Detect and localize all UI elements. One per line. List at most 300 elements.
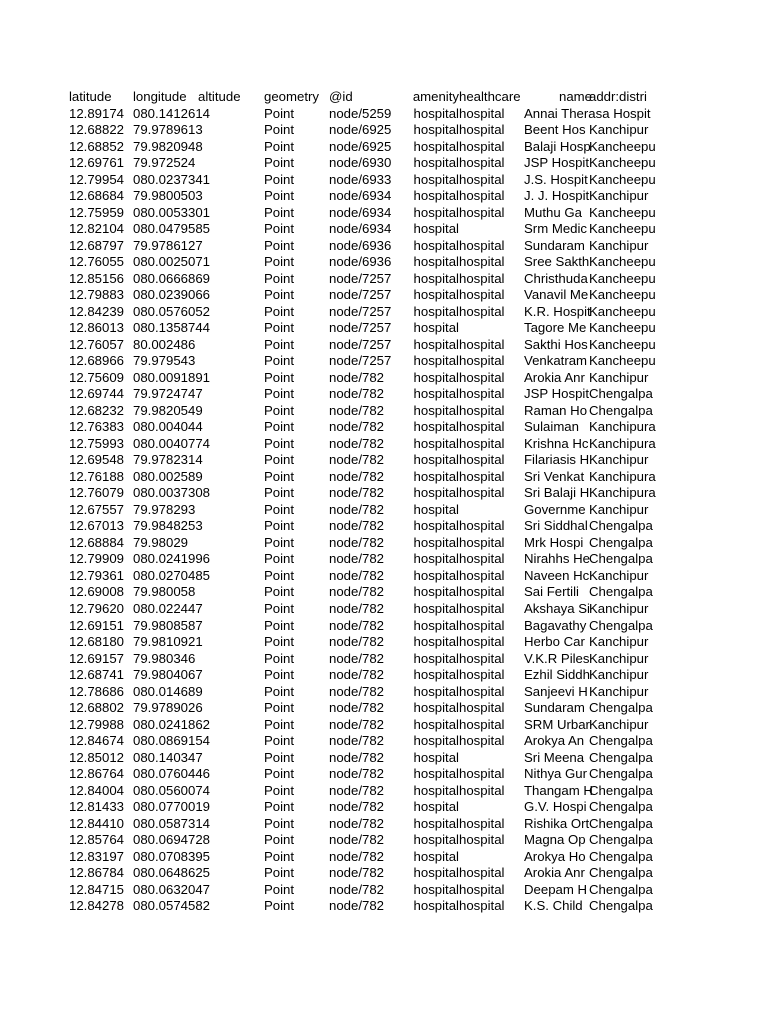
cell-longitude: 080.0239066	[133, 287, 211, 303]
cell-amenity: hospital	[413, 634, 459, 650]
cell-geometry: Point	[264, 122, 295, 138]
cell-healthcare: hospital	[459, 270, 505, 286]
cell-district: Kancheepu	[589, 270, 656, 286]
cell-name: Akshaya Si	[524, 600, 590, 616]
cell-latitude: 12.86013	[69, 320, 125, 336]
cell-latitude: 12.69548	[69, 452, 125, 468]
cell-id: node/5259	[329, 105, 392, 121]
cell-geometry: Point	[264, 221, 295, 237]
table-row	[69, 634, 655, 651]
table-row	[69, 865, 655, 882]
cell-geometry: Point	[264, 617, 295, 633]
cell-latitude: 12.75959	[69, 204, 125, 220]
cell-geometry: Point	[264, 138, 295, 154]
cell-geometry: Point	[264, 287, 295, 303]
cell-healthcare: hospital	[459, 138, 505, 154]
cell-healthcare	[459, 799, 524, 816]
cell-id: node/782	[329, 716, 385, 732]
cell-id: node/782	[329, 782, 385, 798]
cell-latitude: 12.76057	[69, 336, 125, 352]
cell-amenity: hospital	[413, 617, 459, 633]
cell-district: Kancheepu	[589, 336, 656, 352]
cell-amenity: hospital	[413, 468, 459, 484]
table-row	[69, 750, 655, 767]
cell-id: node/782	[329, 865, 385, 881]
cell-district: Kancheepu	[589, 171, 656, 187]
cell-healthcare: hospital	[459, 667, 505, 683]
cell-amenity: hospital	[413, 485, 459, 501]
cell-id: node/782	[329, 551, 385, 567]
header-amenity: amenity	[412, 89, 459, 104]
table-row	[69, 139, 655, 156]
cell-district: Chengalpa	[589, 832, 653, 848]
table-row	[69, 320, 655, 337]
table-row	[69, 882, 655, 899]
cell-id: node/6933	[329, 171, 392, 187]
table-row	[69, 485, 655, 502]
cell-latitude: 12.79909	[69, 551, 125, 567]
cell-district: Kancheepu	[589, 353, 656, 369]
cell-latitude: 12.85156	[69, 270, 125, 286]
cell-healthcare: hospital	[459, 452, 505, 468]
cell-name: Bagavathy	[524, 617, 587, 633]
cell-latitude: 12.84278	[69, 898, 125, 914]
cell-name: Balaji Hosp	[524, 138, 591, 154]
cell-name: Tagore Me	[524, 320, 587, 336]
cell-name: Ezhil Siddh	[524, 667, 590, 683]
cell-name: Venkatram	[524, 353, 588, 369]
cell-longitude: 79.9789613	[133, 122, 203, 138]
cell-id: node/782	[329, 369, 385, 385]
cell-longitude: 080.0648625	[133, 865, 211, 881]
cell-geometry: Point	[264, 237, 295, 253]
cell-name: Sri Balaji H	[524, 485, 590, 501]
table-row	[69, 271, 655, 288]
cell-longitude: 79.9808587	[133, 617, 203, 633]
cell-longitude: 79.9789026	[133, 700, 203, 716]
cell-district: Kanchipur	[589, 188, 649, 204]
cell-healthcare: hospital	[459, 782, 505, 798]
cell-longitude: 080.0576052	[133, 303, 211, 319]
header-geometry: geometry	[264, 89, 319, 104]
cell-name: Sai Fertili	[524, 584, 579, 600]
cell-latitude: 12.79620	[69, 600, 125, 616]
cell-geometry: Point	[264, 782, 295, 798]
cell-id: node/7257	[329, 270, 392, 286]
cell-amenity: hospital	[413, 832, 459, 848]
cell-longitude: 80.002486	[133, 336, 196, 352]
cell-name: Muthu Ga	[524, 204, 582, 220]
table-row	[69, 238, 655, 255]
cell-latitude: 12.79883	[69, 287, 125, 303]
table-row	[69, 518, 655, 535]
cell-amenity: hospital	[413, 749, 459, 765]
cell-id: node/782	[329, 452, 385, 468]
cell-geometry: Point	[264, 848, 295, 864]
table-row	[69, 651, 655, 668]
cell-longitude: 79.978293	[133, 501, 196, 517]
cell-longitude: 080.0241862	[133, 716, 211, 732]
cell-amenity: hospital	[413, 270, 459, 286]
cell-latitude: 12.67013	[69, 518, 125, 534]
cell-name: K.R. Hospit	[524, 303, 591, 319]
cell-name: Arokya An	[524, 733, 585, 749]
cell-latitude: 12.68852	[69, 138, 125, 154]
table-row	[69, 568, 655, 585]
cell-geometry: Point	[264, 832, 295, 848]
table-row	[69, 816, 655, 833]
cell-name: J.S. Hospit	[524, 171, 588, 187]
cell-amenity: hospital	[413, 221, 459, 237]
cell-id: node/6934	[329, 204, 392, 220]
cell-district: Kancheepu	[589, 303, 656, 319]
cell-geometry: Point	[264, 468, 295, 484]
cell-name: Sundaram	[524, 237, 585, 253]
cell-geometry: Point	[264, 501, 295, 517]
cell-id: node/782	[329, 650, 385, 666]
header-healthcare: healthcare	[459, 89, 521, 104]
cell-district: Chengalpa	[589, 749, 653, 765]
cell-latitude: 12.84715	[69, 881, 125, 897]
cell-amenity: hospital	[413, 766, 459, 782]
cell-healthcare: hospital	[459, 402, 505, 418]
cell-district: Chengalpa	[589, 815, 653, 831]
cell-longitude: 080.0479585	[133, 221, 211, 237]
cell-district: Chengalpa	[589, 799, 653, 815]
cell-id: node/782	[329, 600, 385, 616]
cell-district: Kanchipur	[589, 501, 649, 517]
cell-latitude: 12.79954	[69, 171, 125, 187]
cell-longitude: 080.0091891	[133, 369, 211, 385]
table-row	[69, 766, 655, 783]
cell-amenity: hospital	[413, 551, 459, 567]
cell-geometry: Point	[264, 369, 295, 385]
cell-district: Kanchipura	[589, 468, 656, 484]
cell-district: Chengalpa	[589, 782, 653, 798]
cell-longitude: 080.004044	[133, 419, 203, 435]
cell-name: Deepam H	[524, 881, 588, 897]
cell-id: node/782	[329, 435, 385, 451]
cell-district: Chengalpa	[589, 551, 653, 567]
cell-id: node/6936	[329, 237, 392, 253]
cell-healthcare: hospital	[459, 716, 505, 732]
cell-id: node/782	[329, 898, 385, 914]
cell-district: Kanchipur	[589, 567, 649, 583]
cell-district: Kancheepu	[589, 287, 656, 303]
cell-healthcare	[459, 320, 524, 337]
cell-amenity: hospital	[413, 650, 459, 666]
cell-name: Rishika Ort	[524, 815, 590, 831]
table-row	[69, 403, 655, 420]
cell-latitude: 12.76079	[69, 485, 125, 501]
cell-healthcare: hospital	[459, 733, 505, 749]
cell-latitude: 12.75609	[69, 369, 125, 385]
table-row	[69, 370, 655, 387]
cell-healthcare: hospital	[459, 353, 505, 369]
cell-name: Christhuda	[524, 270, 588, 286]
cell-latitude: 12.68741	[69, 667, 125, 683]
cell-district: Kanchipur	[589, 122, 649, 138]
cell-longitude: 79.9820549	[133, 402, 203, 418]
cell-longitude: 79.9848253	[133, 518, 203, 534]
cell-geometry: Point	[264, 898, 295, 914]
cell-name: V.K.R Piles	[524, 650, 590, 666]
cell-geometry: Point	[264, 865, 295, 881]
cell-healthcare: hospital	[459, 815, 505, 831]
table-row	[69, 667, 655, 684]
table-row	[69, 155, 655, 172]
cell-longitude: 79.9820948	[133, 138, 203, 154]
cell-healthcare: hospital	[459, 600, 505, 616]
cell-id: node/782	[329, 468, 385, 484]
cell-name: JSP Hospit	[524, 386, 589, 402]
cell-healthcare: hospital	[459, 617, 505, 633]
table-row	[69, 353, 655, 370]
cell-geometry: Point	[264, 634, 295, 650]
cell-latitude: 12.81433	[69, 799, 125, 815]
cell-latitude: 12.85764	[69, 832, 125, 848]
cell-district: Kanchipur	[589, 369, 649, 385]
cell-amenity: hospital	[413, 254, 459, 270]
table-row	[69, 584, 655, 601]
cell-geometry: Point	[264, 683, 295, 699]
cell-longitude: 080.1358744	[133, 320, 211, 336]
cell-latitude: 12.76055	[69, 254, 125, 270]
cell-amenity: hospital	[413, 518, 459, 534]
cell-longitude: 080.140347	[133, 749, 203, 765]
cell-id: node/7257	[329, 353, 392, 369]
cell-longitude: 79.972524	[133, 155, 196, 171]
cell-district: Kancheepu	[589, 221, 656, 237]
table-row	[69, 452, 655, 469]
cell-id: node/782	[329, 815, 385, 831]
cell-name: Governme	[524, 501, 586, 517]
cell-latitude: 12.79988	[69, 716, 125, 732]
header-name: name	[559, 89, 592, 104]
cell-healthcare: hospital	[459, 534, 505, 550]
cell-district: Kancheepu	[589, 155, 656, 171]
cell-latitude: 12.69761	[69, 155, 125, 171]
cell-longitude: 080.0560074	[133, 782, 211, 798]
cell-healthcare: hospital	[459, 468, 505, 484]
cell-geometry: Point	[264, 815, 295, 831]
cell-name: Sri Venkat	[524, 468, 585, 484]
cell-amenity: hospital	[413, 435, 459, 451]
cell-amenity: hospital	[413, 700, 459, 716]
cell-healthcare: hospital	[459, 122, 505, 138]
cell-id: node/782	[329, 617, 385, 633]
cell-amenity: hospital	[413, 369, 459, 385]
cell-name: Arokia Anr	[524, 369, 585, 385]
cell-longitude: 79.980058	[133, 584, 196, 600]
cell-amenity: hospital	[413, 386, 459, 402]
cell-healthcare: hospital	[459, 171, 505, 187]
cell-name: Thangam H	[524, 782, 593, 798]
cell-district: Chengalpa	[589, 534, 653, 550]
table-row	[69, 849, 655, 866]
table-row	[69, 898, 655, 915]
cell-id: node/782	[329, 518, 385, 534]
cell-id: node/782	[329, 501, 385, 517]
cell-id: node/782	[329, 402, 385, 418]
cell-id: node/6934	[329, 188, 392, 204]
cell-amenity: hospital	[413, 815, 459, 831]
cell-latitude: 12.67557	[69, 501, 125, 517]
cell-amenity: hospital	[413, 865, 459, 881]
table-row	[69, 172, 655, 189]
cell-geometry: Point	[264, 584, 295, 600]
cell-id: node/782	[329, 667, 385, 683]
cell-healthcare: hospital	[459, 204, 505, 220]
cell-longitude: 080.0869154	[133, 733, 211, 749]
cell-amenity: hospital	[413, 105, 459, 121]
cell-name: Herbo Car	[524, 634, 585, 650]
cell-longitude: 080.014689	[133, 683, 203, 699]
cell-id: node/6934	[329, 221, 392, 237]
cell-longitude: 080.002589	[133, 468, 203, 484]
cell-district: Kanchipur	[589, 683, 649, 699]
cell-name: Arokia Anr	[524, 865, 585, 881]
cell-healthcare: hospital	[459, 766, 505, 782]
cell-id: node/782	[329, 419, 385, 435]
cell-id: node/782	[329, 766, 385, 782]
cell-latitude: 12.68684	[69, 188, 125, 204]
cell-longitude: 080.1412614	[133, 105, 211, 121]
cell-name: Sundaram	[524, 700, 585, 716]
cell-geometry: Point	[264, 386, 295, 402]
cell-latitude: 12.69151	[69, 617, 125, 633]
cell-latitude: 12.68884	[69, 534, 125, 550]
cell-latitude: 12.86764	[69, 766, 125, 782]
cell-latitude: 12.75993	[69, 435, 125, 451]
cell-district	[589, 106, 655, 123]
cell-healthcare: hospital	[459, 518, 505, 534]
table-row	[69, 337, 655, 354]
cell-amenity: hospital	[413, 683, 459, 699]
cell-name: Sri Siddhal	[524, 518, 588, 534]
cell-longitude: 79.9782314	[133, 452, 203, 468]
cell-district: Kancheepu	[589, 138, 656, 154]
cell-district: Chengalpa	[589, 881, 653, 897]
cell-amenity: hospital	[413, 898, 459, 914]
cell-geometry: Point	[264, 303, 295, 319]
cell-healthcare: hospital	[459, 650, 505, 666]
table-row	[69, 618, 655, 635]
cell-geometry: Point	[264, 171, 295, 187]
table-row	[69, 386, 655, 403]
cell-geometry: Point	[264, 353, 295, 369]
cell-name: Sri Meena	[524, 749, 585, 765]
cell-amenity: hospital	[413, 336, 459, 352]
cell-id: node/7257	[329, 303, 392, 319]
cell-healthcare	[459, 502, 524, 519]
cell-longitude: 79.980346	[133, 650, 196, 666]
cell-name: Krishna Hc	[524, 435, 589, 451]
cell-longitude: 080.0241996	[133, 551, 211, 567]
cell-longitude: 080.0574582	[133, 898, 211, 914]
cell-healthcare: hospital	[459, 567, 505, 583]
cell-geometry: Point	[264, 402, 295, 418]
cell-name: Srm Medic	[524, 221, 588, 237]
table-row	[69, 601, 655, 618]
table-row	[69, 304, 655, 321]
table-row	[69, 106, 655, 123]
cell-name: SRM Urbar	[524, 716, 590, 732]
cell-latitude: 12.86784	[69, 865, 125, 881]
cell-amenity: hospital	[413, 122, 459, 138]
cell-healthcare: hospital	[459, 105, 505, 121]
cell-latitude: 12.68802	[69, 700, 125, 716]
cell-id: node/6925	[329, 138, 392, 154]
cell-healthcare: hospital	[459, 634, 505, 650]
cell-district: Kancheepu	[589, 204, 656, 220]
cell-geometry: Point	[264, 600, 295, 616]
cell-healthcare	[459, 849, 524, 866]
cell-geometry: Point	[264, 518, 295, 534]
cell-latitude: 12.84004	[69, 782, 125, 798]
cell-latitude: 12.83197	[69, 848, 125, 864]
table-row	[69, 551, 655, 568]
cell-healthcare: hospital	[459, 898, 505, 914]
cell-district: Kanchipur	[589, 667, 649, 683]
table-row	[69, 717, 655, 734]
cell-longitude: 79.9724747	[133, 386, 203, 402]
cell-amenity: hospital	[413, 204, 459, 220]
cell-name: Magna Op	[524, 832, 586, 848]
cell-district: Chengalpa	[589, 848, 653, 864]
table-row	[69, 700, 655, 717]
cell-name: Vanavil Me	[524, 287, 589, 303]
cell-name: Sanjeevi H	[524, 683, 588, 699]
cell-id: node/782	[329, 386, 385, 402]
cell-district: Kanchipur	[589, 452, 649, 468]
cell-amenity: hospital	[413, 584, 459, 600]
cell-healthcare: hospital	[459, 155, 505, 171]
cell-district: Chengalpa	[589, 898, 653, 914]
cell-latitude: 12.68966	[69, 353, 125, 369]
header-latitude: latitude	[69, 89, 112, 104]
cell-geometry: Point	[264, 435, 295, 451]
cell-name: K.S. Child	[524, 898, 583, 914]
cell-geometry: Point	[264, 749, 295, 765]
cell-healthcare: hospital	[459, 865, 505, 881]
cell-geometry: Point	[264, 270, 295, 286]
cell-name: Sree Sakth	[524, 254, 590, 270]
cell-longitude: 080.0666869	[133, 270, 211, 286]
cell-longitude: 080.0025071	[133, 254, 211, 270]
cell-id: node/782	[329, 832, 385, 848]
cell-geometry: Point	[264, 320, 295, 336]
cell-latitude: 12.68822	[69, 122, 125, 138]
cell-id: node/782	[329, 485, 385, 501]
cell-healthcare	[459, 221, 524, 238]
cell-latitude: 12.78686	[69, 683, 125, 699]
cell-geometry: Point	[264, 716, 295, 732]
cell-geometry: Point	[264, 452, 295, 468]
cell-geometry: Point	[264, 799, 295, 815]
cell-latitude: 12.82104	[69, 221, 125, 237]
cell-geometry: Point	[264, 567, 295, 583]
cell-amenity: hospital	[413, 138, 459, 154]
cell-amenity: hospital	[413, 733, 459, 749]
cell-healthcare: hospital	[459, 386, 505, 402]
cell-id: node/782	[329, 567, 385, 583]
cell-geometry: Point	[264, 254, 295, 270]
cell-longitude: 080.0037308	[133, 485, 211, 501]
table-row	[69, 436, 655, 453]
cell-amenity: hospital	[413, 501, 459, 517]
table-row	[69, 205, 655, 222]
